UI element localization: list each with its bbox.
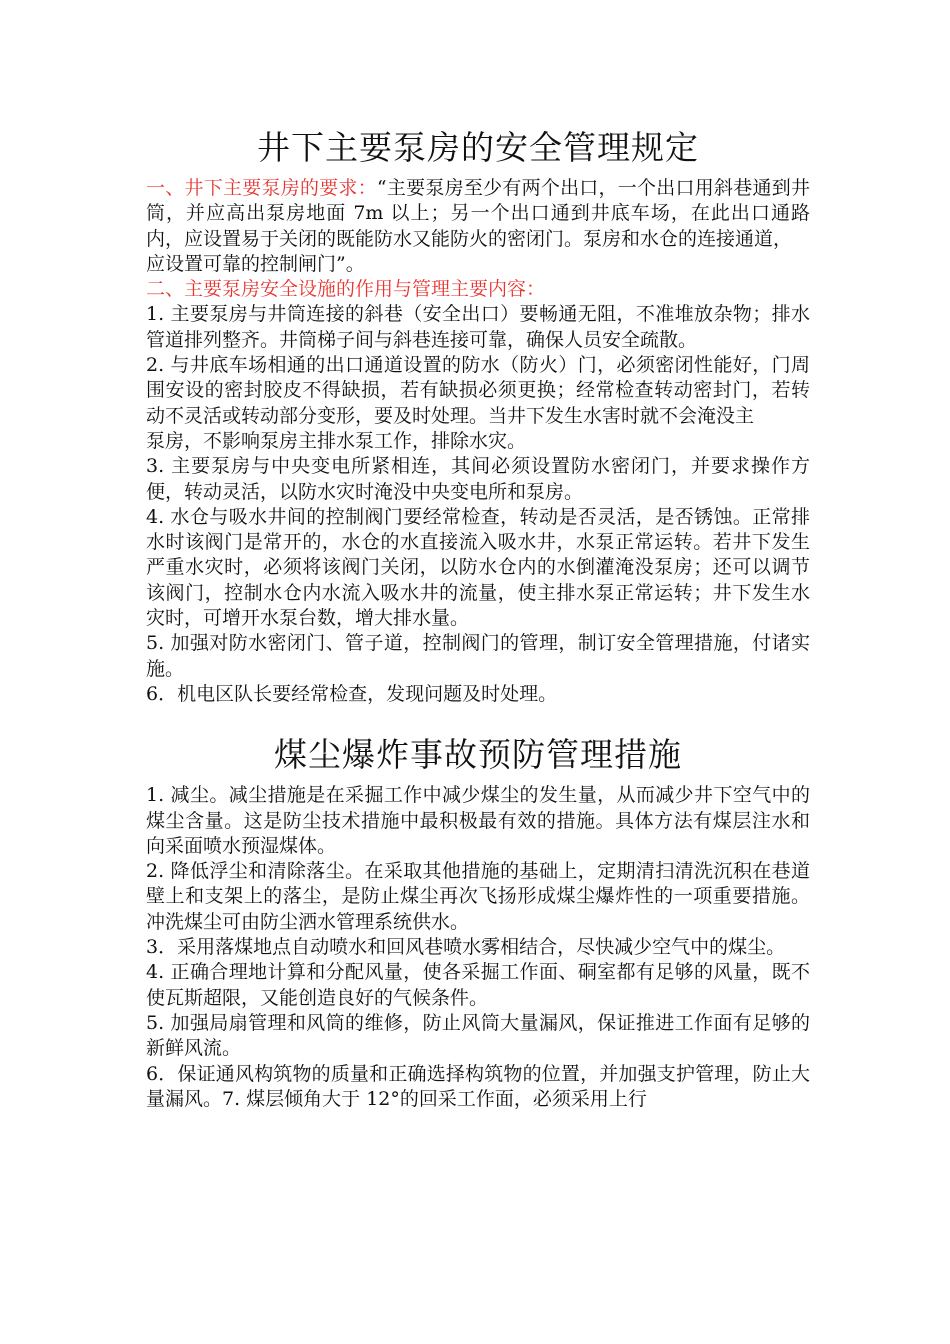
section-title-2: 煤尘爆炸事故预防管理措施: [274, 735, 682, 775]
list-item: 2. 与井底车场相通的出口通道设置的防水（防火）门，必须密闭性能好，门周围安设的密封胶皮不得缺损，若有缺损必须更换；经常检查转动密封门，若转动不灵活或转动部分变形，要及时处理。当井下发生水害时就不会淹没主: [146, 354, 810, 427]
list-item: 3．采用落煤地点自动喷水和回风巷喷水雾相结合，尽快减少空气中的煤尘。: [146, 936, 786, 959]
requirement-heading: 一、井下主要泵房的要求：: [146, 177, 377, 199]
list-item: 3. 主要泵房与中央变电所紧相连，其间必须设置防水密闭门，并要求操作方便，转动灵活，以防水灾时淹没中央变电所和泵房。: [146, 455, 810, 503]
list-item: 6．保证通风构筑物的质量和正确选择构筑物的位置，并加强支护管理，防止大量漏风。7. 煤层倾角大于 12°的回采工作面，必须采用上行: [146, 1062, 810, 1110]
requirement-text-continued: 应设置可靠的控制闸门”。: [146, 252, 365, 275]
list-item: 2. 降低浮尘和清除落尘。在采取其他措施的基础上，定期清扫清洗沉积在巷道壁上和支架上的落尘，是防止煤尘再次飞扬形成煤尘爆炸性的一项重要措施。冲洗煤尘可由防尘洒水管理系统供水。: [146, 860, 810, 933]
requirement-paragraph: [146, 176, 810, 252]
list-item: 1. 主要泵房与井筒连接的斜巷（安全出口）要畅通无阻，不准堆放杂物；排水管道排列整齐。井筒梯子间与斜巷连接可靠，确保人员安全疏散。: [146, 303, 810, 351]
list-item: 1. 减尘。减尘措施是在采掘工作中减少煤尘的发生量，从而减少井下空气中的煤尘含量。这是防尘技术措施中最积极最有效的措施。具体方法有煤层注水和向采面喷水预湿煤体。: [146, 784, 810, 857]
requirement-text: “主要泵房至少有两个出口，一个出口用斜巷通到井筒，并应高出泵房地面 7m 以上；另一个出口通到井底车场，在此出口通路内，应设置易于关闭的既能防水又能防火的密闭门。泵房和水仓的连接通道，: [146, 177, 810, 250]
list-item: 4. 水仓与吸水井间的控制阀门要经常检查，转动是否灵活，是否锈蚀。正常排水时该阀门是常开的，水仓的水直接流入吸水井，水泵正常运转。若井下发生严重水灾时，必须将该阀门关闭，以防水仓内的水倒灌淹没泵房；还可以调节该阀门，控制水仓内水流入吸水井的流量，使主排水泵正常运转；井下发生水灾时，可增开水泵台数，增大排水量。: [146, 505, 810, 630]
page-title: 井下主要泵房的安全管理规定: [257, 128, 699, 167]
list-item: 6．机电区队长要经常检查，发现问题及时处理。: [146, 682, 558, 705]
list-item: 4. 正确合理地计算和分配风量，使各采掘工作面、硐室都有足够的风量，既不使瓦斯超限，又能创造良好的气候条件。: [146, 961, 810, 1009]
section-heading-2: 二、主要泵房安全设施的作用与管理主要内容：: [146, 278, 546, 301]
list-item: 5. 加强对防水密闭门、管子道，控制阀门的管理，制订安全管理措施，付诸实施。: [146, 632, 810, 680]
list-item: 泵房，不影响泵房主排水泵工作，排除水灾。: [146, 429, 527, 452]
list-item: 5. 加强局扇管理和风筒的维修，防止风筒大量漏风，保证推进工作面有足够的新鲜风流。: [146, 1011, 810, 1060]
document-page: [146, 126, 810, 1112]
